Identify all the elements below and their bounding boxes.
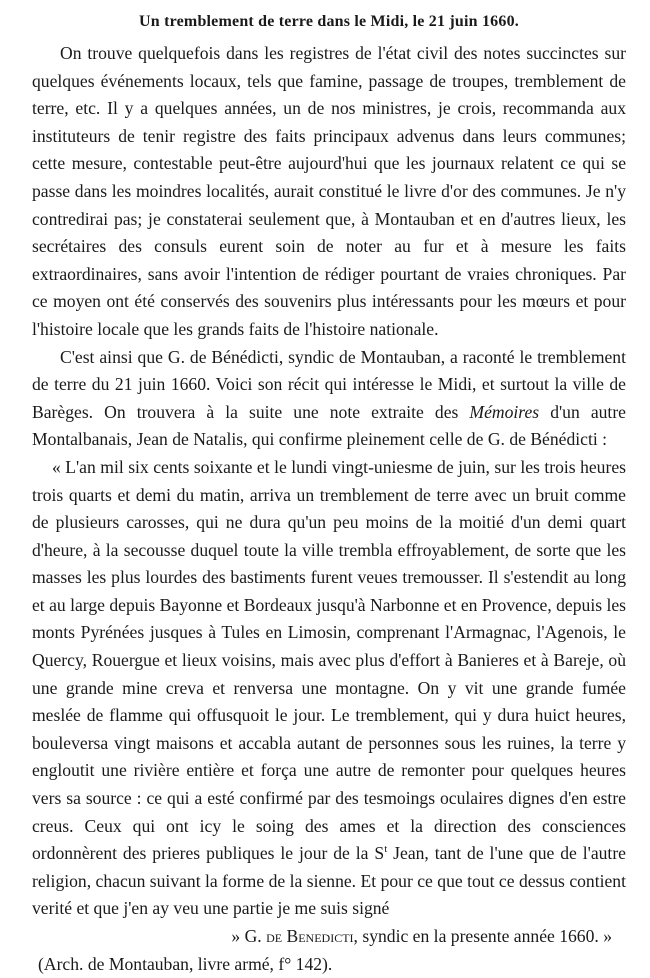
quoted-account [32, 454, 626, 923]
article-body [32, 40, 626, 923]
signature-line [32, 923, 626, 951]
signature-name: de Benedicti [266, 926, 354, 946]
context-paragraph [32, 344, 626, 454]
signature-suffix: , syndic en la presente année 1660. » [353, 926, 612, 946]
quote-text-start: « L'an mil six cents soixante et le lundi vingt-uniesme de juin, sur les trois heures trois quarts et demi du matin, arriva un tremblement de terre avec un bruit comme de plusieurs carosses, qui ne dura qu'un peu moins de la moitié d'un demi quart d'heure, à la secousse duquel toute la ville trembla effroyablement, de sorte que les masses les plus lourdes des bastiments furent veues tremousser. Il s'estendit au long et au large depuis Bayonne et Bordeaux jusqu'à Narbonne et en Provence, depuis les monts Pyrénées jusques à Tules en Limosin, comprenant l'Armagnac, l'Agenois, le Quercy, Rouergue et lieux voisins, mais avec plus d'effort à Banieres et à Bareje, où une grande mine creva et renversa une montagne. On y vit une grande fumée meslée de flamme qui offusquoit le jour. Le tremblement, qui y dura huict heures, bouleversa vingt maisons et accabla autant de personnes sous les ruines, la terre y engloutit une rivière entière et força une autre de remonter pour quelques heures vers sa source : ce qui a esté confirmé par des tesmoings oculaires dignes d'en estre creus. Ceux qui ont icy le soing des ames et la direction des consciences ordonnèrent des prieres publiques le jour de la S [32, 456, 627, 864]
context-text-start: C'est ainsi que G. de Bénédicti, syndic de Montauban, a raconté le tremblement de terre du 21 juin 1660. Voici son récit qui intéresse le Midi, et surtout la ville de Barèges. On trouvera à la suite une note extraite des [32, 346, 626, 422]
archive-reference: (Arch. de Montauban, livre armé, f° 142). [38, 953, 333, 974]
memoires-title: Mémoires [469, 401, 540, 422]
signature-prefix: » G. [231, 926, 267, 946]
quote-text-end: Jean, tant de l'une que de l'autre religion, chacun suivant la forme de la sienne. Et pour ce que tout ce dessus contient verité et que j'en ay veu une partie je me suis signé [32, 843, 626, 919]
page-title: Un tremblement de terre dans le Midi, le 21 juin 1660. [139, 13, 519, 30]
saint-abbreviation-sup: t [384, 843, 388, 856]
context-text-end: d'un autre Montalbanais, Jean de Natalis, qui confirme pleinement celle de G. de Bénédicti : [32, 401, 626, 450]
intro-paragraph: On trouve quelquefois dans les registres de l'état civil des notes succinctes sur quelques événements locaux, tels que famine, passage de troupes, tremblement de terre, etc. Il y a quelques années, un de nos ministres, je crois, recommanda aux instituteurs de tenir registre des faits principaux advenus dans leurs communes; cette mesure, contestable peut-être aujourd'hui que les journaux relatent ce qui se passe dans les moindres localités, aurait constitué le livre d'or des communes. Je n'y contredirai pas; je constaterai seulement que, à Montauban et en d'autres lieux, les secrétaires des consuls eurent soin de noter au fur et à mesure les faits extraordinaires, sans avoir l'intention de rédiger pourtant de vraies chroniques. Par ce moyen ont été conservés des souvenirs plus intéressants pour les mœurs et pour l'histoire locale que les grands faits de l'histoire nationale. [32, 43, 626, 339]
